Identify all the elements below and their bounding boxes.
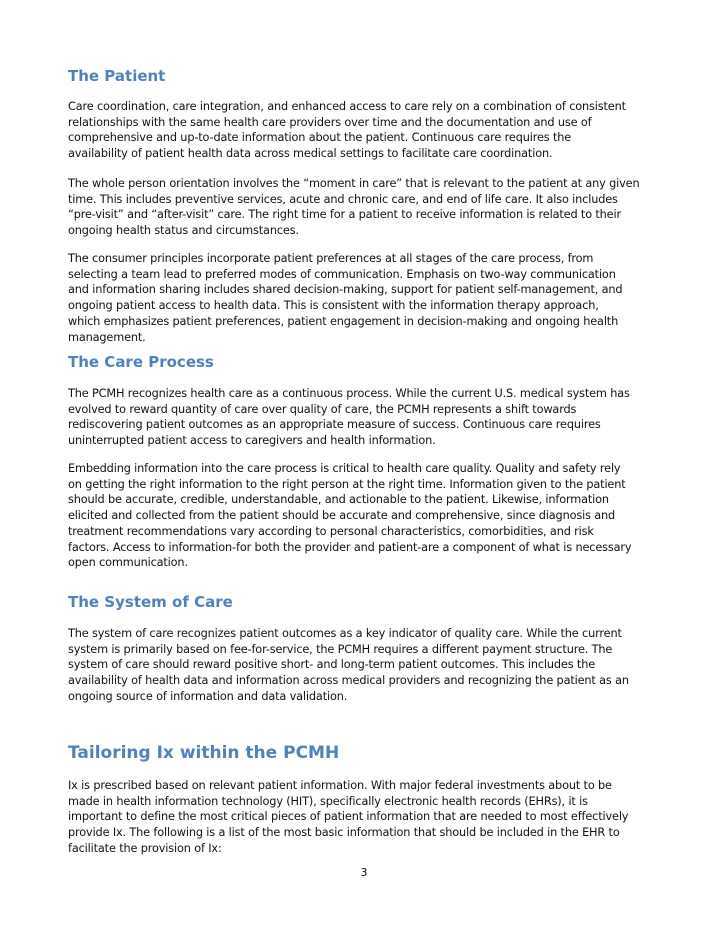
- text-line: The system of care recognizes patient outcomes as a key indicator of quality care. While the current: [68, 627, 622, 640]
- text-line: which emphasizes patient preferences, patient engagement in decision-making and ongoing health: [68, 314, 619, 328]
- text-line: ongoing patient access to health data. This is consistent with the information therapy approach,: [68, 299, 599, 313]
- text-line: treatment recommendations vary according to personal characteristics, comorbidities, and risk: [68, 524, 594, 538]
- text-line: The whole person orientation involves the “moment in care” that is relevant to the patient at any given: [68, 177, 640, 190]
- paragraph-patient-2: [68, 176, 668, 239]
- paragraph-patient-3: [68, 251, 668, 345]
- text-line: elicited and collected from the patient should be accurate and comprehensive, since diagnosis and: [68, 509, 616, 523]
- text-line: ongoing health status and circumstances.: [68, 224, 299, 238]
- text-line: and information sharing includes shared decision-making, support for patient self-management, and: [68, 283, 623, 297]
- text-line: made in health information technology (HIT), specifically electronic health records (EHRs), it is: [68, 794, 588, 808]
- text-line: important to define the most critical pieces of patient information that are needed to most effectively: [68, 810, 629, 824]
- text-line: The PCMH recognizes health care as a continuous process. While the current U.S. medical system has: [68, 387, 630, 400]
- text-line: management.: [68, 330, 146, 344]
- text-line: system is primarily based on fee-for-service, the PCMH requires a different payment structure. The: [68, 642, 613, 656]
- paragraph-tailoring-1: [68, 778, 668, 857]
- page-number: 3: [360, 866, 368, 879]
- text-line: relationships with the same health care providers over time and the documentation and use of: [68, 115, 592, 129]
- text-line: evolved to reward quantity of care over quality of care, the PCMH represents a shift towards: [68, 402, 577, 416]
- paragraph-care-process-1: [68, 386, 668, 449]
- text-line: Ix is prescribed based on relevant patient information. With major federal investments about to be: [68, 779, 612, 792]
- text-line: Embedding information into the care process is critical to health care quality. Quality and safety rely: [68, 462, 621, 475]
- paragraph-care-process-2: [68, 461, 668, 571]
- text-line: factors. Access to information-for both the provider and patient-are a component of what is necessary: [68, 540, 632, 554]
- text-line: ongoing source of information and data validation.: [68, 689, 348, 703]
- text-line: on getting the right information to the right person at the right time. Information given to the patient: [68, 477, 626, 491]
- text-line: facilitate the provision of Ix:: [68, 841, 222, 855]
- text-line: rediscovering patient outcomes as an appropriate measure of success. Continuous care requires: [68, 418, 601, 432]
- text-line: open communication.: [68, 556, 188, 570]
- heading-the-care-process: The Care Process: [68, 353, 214, 371]
- paragraph-system-of-care-1: [68, 626, 668, 705]
- text-line: should be accurate, credible, understandable, and actionable to the patient. Likewise, information: [68, 493, 609, 507]
- text-line: Care coordination, care integration, and enhanced access to care rely on a combination of consistent: [68, 100, 626, 113]
- text-line: comprehensive and up-to-date information about the patient. Continuous care requires the: [68, 131, 572, 145]
- text-line: selecting a team lead to preferred modes of communication. Emphasis on two-way communication: [68, 267, 616, 281]
- text-line: provide Ix. The following is a list of the most basic information that should be included in the EHR to: [68, 826, 620, 840]
- heading-tailoring-ix: Tailoring Ix within the PCMH: [68, 743, 340, 763]
- text-line: “pre-visit” and “after-visit” care. The right time for a patient to receive information is related to their: [68, 208, 621, 222]
- heading-the-patient: The Patient: [68, 67, 166, 85]
- paragraph-patient-1: [68, 99, 668, 162]
- text-line: The consumer principles incorporate patient preferences at all stages of the care process, from: [68, 252, 594, 265]
- heading-the-system-of-care: The System of Care: [68, 593, 233, 611]
- text-line: time. This includes preventive services, acute and chronic care, and end of life care. It also includes: [68, 192, 618, 206]
- text-line: uninterrupted patient access to caregivers and health information.: [68, 434, 436, 448]
- text-line: availability of patient health data across medical settings to facilitate care coordination.: [68, 147, 553, 161]
- text-line: system of care should reward positive short- and long-term patient outcomes. This includes the: [68, 658, 595, 672]
- text-line: availability of health data and information across medical providers and recognizing the patient as an: [68, 674, 629, 688]
